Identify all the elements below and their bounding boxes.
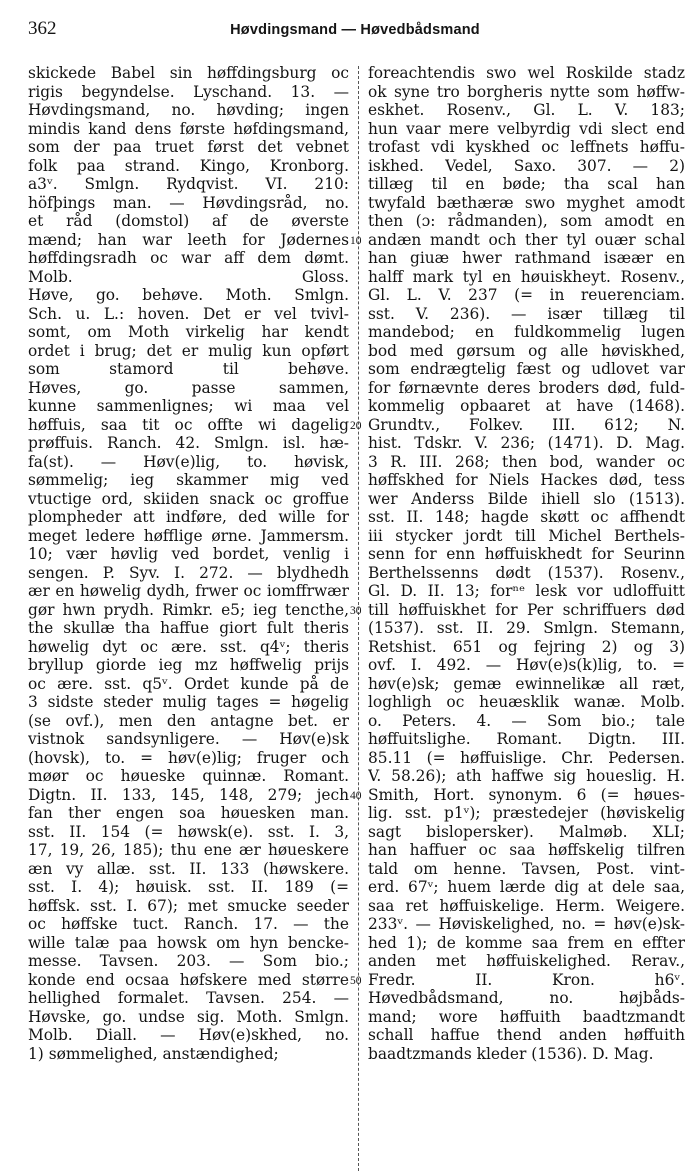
text-line: iii stycker jordt till Michel Berthels- [368, 526, 685, 545]
text-line: o. Peters. 4. — Som bio.; tale [368, 711, 685, 730]
line-number-marker: 50 [350, 974, 362, 987]
text-line: høffsk. sst. I. 67); met smucke seeder [28, 896, 349, 915]
text-line: ordet i brug; det er mulig kun opført [28, 341, 349, 360]
text-line: sømmelig; ieg skammer mig ved [28, 471, 349, 489]
line-number-marker: 20 [350, 419, 362, 432]
text-line: skickede Babel sin høffdingsburg oc [28, 64, 349, 82]
running-title: Høvdingsmand — Høvedbådsmand [230, 22, 480, 38]
text-line: han giuæ hwer rathmand isæær en [368, 249, 685, 267]
text-line: kommelig opbaaret at have (1468). [368, 397, 685, 415]
text-line: vtuctige ord, skiiden snack oc groffue [28, 489, 349, 508]
text-line: høffuis, saa tit oc offte wi dagelig [28, 415, 349, 434]
text-line: kunne sammenlignes; wi maa vel [28, 397, 349, 415]
text-line: ær en høwelig dydh, frwer oc iomffrwær [28, 582, 349, 600]
text-line: höfþings man. — Høvdingsråd, no. [28, 193, 349, 212]
text-line: æn vy allæ. sst. II. 133 (høwskere. [28, 859, 349, 878]
text-line: fa(st). — Høv(e)lig, to. høvisk, [28, 452, 349, 471]
text-line: sst. II. 148; hagde skøtt oc affhendt [368, 508, 685, 526]
text-line: hun vaar mere velbyrdig vdi slect end [368, 119, 685, 138]
text-line: V. 58.26); ath haffwe sig houeslig. H. [368, 767, 685, 785]
text-line: 17, 19, 26, 185); thu ene ær høueskere [28, 841, 349, 859]
text-line: Høves, go. passe sammen, [28, 378, 349, 397]
text-line: wille talæ paa howsk om hyn bencke- [28, 933, 349, 952]
text-line: eskhet. Rosenv., Gl. L. V. 183; [368, 101, 685, 119]
text-line: plompheder att indføre, ded wille for [28, 508, 349, 526]
text-line: sst. V. 236). — især tillæg til [368, 304, 685, 323]
text-line: som der paa truet først det vebnet [28, 138, 349, 156]
text-line: andæn mandt och ther tyl ouær schal [368, 230, 685, 249]
text-line: then (ɔ: rådmanden), som amodt en [368, 212, 685, 230]
text-line: wer Anderss Bilde ihiell slo (1513). [368, 489, 685, 508]
text-line: ovf. I. 492. — Høv(e)s(k)lig, to. = [368, 656, 685, 674]
text-line: meget ledere høfflige ørne. Jammersm. [28, 526, 349, 545]
text-line: sengen. P. Syv. I. 272. — blydhedh [28, 563, 349, 582]
text-line: Høvdingsmand, no. høvding; ingen [28, 101, 349, 119]
text-line: han haffuer oc saa høffskelig tilfren [368, 841, 685, 859]
text-line: konde end ocsaa høfskere med større [28, 970, 349, 989]
text-line: a3ᵛ. Smlgn. Rydqvist. VI. 210: [28, 175, 349, 193]
text-line: anden met høffuiskelighed. Rerav., [368, 952, 685, 970]
text-line: somt, om Moth virkelig har kendt [28, 323, 349, 341]
text-line: senn for enn høffuiskhedt for Seurinn [368, 545, 685, 563]
text-line: høffskhed for Niels Hackes død, tess [368, 471, 685, 489]
text-line: Smith, Hort. synonym. 6 (= høues- [368, 785, 685, 804]
text-line: Molb. Gloss. [28, 267, 349, 286]
text-line: baadtzmands kleder (1536). D. Mag. [368, 1044, 654, 1063]
text-line: halff mark tyl en høuiskheyt. Rosenv., [368, 267, 685, 286]
text-line: Gl. D. II. 13; forⁿᵉ lesk vor udloffuitt [368, 582, 685, 600]
text-line: vistnok sandsynligere. — Høv(e)sk [28, 730, 349, 748]
text-line: hellighed formalet. Tavsen. 254. — [28, 989, 349, 1007]
text-line: rigis begyndelse. Lyschand. 13. — [28, 82, 349, 101]
text-line: ok syne tro borgheris nytte som høffw- [368, 82, 685, 101]
text-line: 233ᵛ. — Høviskelighed, no. = høv(e)sk- [368, 915, 685, 933]
text-line: oc høffske tuct. Ranch. 17. — the [28, 915, 349, 933]
text-line: Fredr. II. Kron. h6ᵛ. [368, 970, 685, 989]
text-line: 3 sidste steder mulig tages = høgelig [28, 693, 349, 711]
text-line: tald om henne. Tavsen, Post. vint- [368, 859, 685, 878]
page-header [28, 18, 682, 44]
text-line: till høffuiskhet for Per schriffuers død [368, 600, 685, 619]
text-line: bod med gørsum og alle høviskhed, [368, 341, 685, 360]
line-number-marker: 40 [350, 789, 362, 802]
text-line: som endrægtelig fæst og udlovet var [368, 360, 685, 378]
text-line: tillæg til en bøde; tha scal han [368, 175, 685, 193]
text-line: Høvske, go. undse sig. Moth. Smlgn. [28, 1007, 349, 1026]
text-line: (se ovf.), men den antagne bet. er [28, 711, 349, 730]
page-number: 362 [28, 18, 57, 39]
text-line: mand; wore høffuith baadtzmandt [368, 1007, 685, 1026]
text-line: twyfald bæthæræ swo myghet amodt [368, 193, 685, 212]
text-line: sst. II. 154 (= høwsk(e). sst. I. 3, [28, 822, 349, 841]
text-line: bryllup giorde ieg mz høffwelig prijs [28, 656, 349, 674]
text-line: Høve, go. behøve. Moth. Smlgn. [28, 286, 349, 304]
text-line: loghligh oc heuæsklik wanæ. Molb. [368, 693, 685, 711]
text-line: hed 1); de komme saa frem en effter [368, 933, 685, 952]
text-line: Digtn. II. 133, 145, 148, 279; jech [28, 785, 349, 804]
text-line: sst. I. 4); høuisk. sst. II. 189 (= [28, 878, 349, 896]
text-line: trofast vdi kyskhed oc leffnets høffu- [368, 138, 685, 156]
text-line: sagt bislopersker). Malmøb. XLI; [368, 822, 685, 841]
text-line: Gl. L. V. 237 (= in reuerenciam. [368, 286, 685, 304]
text-line: høffuitslighe. Romant. Digtn. III. [368, 730, 685, 748]
text-line: the skullæ tha haffue giort fult theris [28, 619, 349, 637]
text-line: høwelig dyt oc ære. sst. q4ᵛ; theris [28, 637, 349, 656]
line-number-marker: 30 [350, 604, 362, 617]
text-line: folk paa strand. Kingo, Kronborg. [28, 156, 349, 175]
column-divider [358, 66, 359, 1171]
text-line: høffdingsradh oc war aff dem dømt. [28, 249, 349, 267]
text-line: saa ret høffuiskelige. Herm. Weigere. [368, 896, 685, 915]
text-line: mandebod; en fuldkommelig lugen [368, 323, 685, 341]
text-line: schall haffue thend anden høffuith [368, 1026, 685, 1044]
text-line: mænd; han war leeth for Jødernes [28, 230, 349, 249]
text-line: et råd (domstol) af de øverste [28, 212, 349, 230]
text-line: 1) sømmelighed, anstændighed; [28, 1044, 279, 1063]
text-line: hist. Tdskr. V. 236; (1471). D. Mag. [368, 434, 685, 452]
text-line: Berthelssenns dødt (1537). Rosenv., [368, 563, 685, 582]
text-line: foreachtendis swo wel Roskilde stadz [368, 64, 685, 82]
text-line: lig. sst. p1ᵛ); præstedejer (høviskelig [368, 804, 685, 822]
text-line: møør oc høueske quinnæ. Romant. [28, 767, 349, 785]
text-line: 85.11 (= høffuislige. Chr. Pedersen. [368, 748, 685, 767]
text-line: Retshist. 651 og fejring 2) og 3) [368, 637, 685, 656]
text-line: (1537). sst. II. 29. Smlgn. Stemann, [368, 619, 685, 637]
text-line: fan ther engen soa høuesken man. [28, 804, 349, 822]
text-line: høv(e)sk; gemæ ewinnelikæ all ræt, [368, 674, 685, 693]
text-line: Molb. Diall. — Høv(e)skhed, no. [28, 1026, 349, 1044]
text-line: gør hwn prydh. Rimkr. e5; ieg tencthe, [28, 600, 349, 619]
text-line: iskhed. Vedel, Saxo. 307. — 2) [368, 156, 685, 175]
text-line: for førnævnte deres broders død, fuld- [368, 378, 685, 397]
line-number-marker: 10 [350, 234, 362, 247]
left-column [28, 64, 349, 1063]
text-line: Sch. u. L.: hoven. Det er vel tvivl- [28, 304, 349, 323]
text-line: Høvedbådsmand, no. højbåds- [368, 989, 685, 1007]
text-line: oc ære. sst. q5ᵛ. Ordet kunde på de [28, 674, 349, 693]
text-line: messe. Tavsen. 203. — Som bio.; [28, 952, 349, 970]
text-line: 3 R. III. 268; then bod, wander oc [368, 452, 685, 471]
text-line: (hovsk), to. = høv(e)lig; fruger och [28, 748, 349, 767]
text-line: erd. 67ᵛ; huem lærde dig at dele saa, [368, 878, 685, 896]
text-line: Grundtv., Folkev. III. 612; N. [368, 415, 685, 434]
right-column [368, 64, 685, 1063]
text-line: mindis kand dens første høfdingsmand, [28, 119, 349, 138]
text-line: prøffuis. Ranch. 42. Smlgn. isl. hæ- [28, 434, 349, 452]
text-line: som stamord til behøve. [28, 360, 349, 378]
text-line: 10; vær høvlig ved bordet, venlig i [28, 545, 349, 563]
